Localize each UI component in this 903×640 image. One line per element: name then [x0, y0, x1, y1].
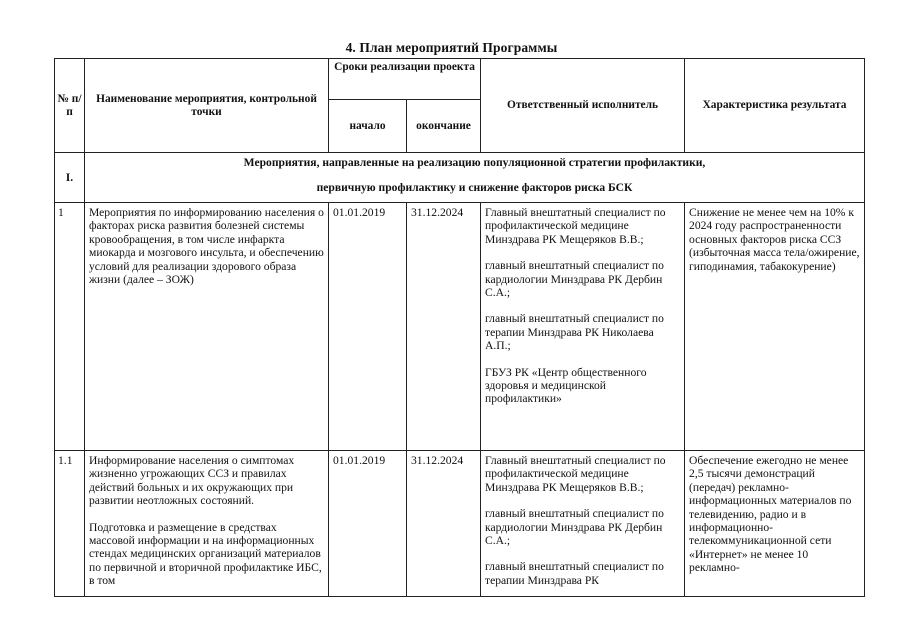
row-result: Обеспечение ежегодно не менее 2,5 тысячи демонстраций (передач) рекламно-информационных материалов по телевидению, радио и в информационно-телекоммуникационной сети «Интернет» не менее 10 рекламно-: [685, 451, 865, 597]
section-line-1: Мероприятия, направленные на реализацию популяционной стратегии профилактики,: [243, 156, 706, 169]
section-num: I.: [55, 153, 85, 203]
section-title: [85, 153, 865, 203]
section-line-2: первичную профилактику и снижение факторов риска БСК: [316, 181, 633, 195]
row-name: Мероприятия по информированию населения о факторах риска развития болезней системы кровообращения, в том числе инфаркта миокарда и мозгового инсульта, и обеспечению условий для реализации здорового образа жизни (далее – ЗОЖ): [85, 203, 329, 451]
header-executor: Ответственный исполнитель: [481, 59, 685, 153]
header-end: окончание: [407, 100, 481, 153]
executor-item: главный внештатный специалист по терапии Минздрава РК: [485, 560, 664, 587]
header-terms: Сроки реализации проекта: [329, 59, 481, 100]
page-title: 4. План мероприятий Программы: [345, 40, 558, 55]
row-start: 01.01.2019: [329, 451, 407, 597]
row-end: 31.12.2024: [407, 451, 481, 597]
row-executor: [481, 451, 685, 597]
row-num: 1: [55, 203, 85, 451]
row-name: [85, 451, 329, 597]
row-start: 01.01.2019: [329, 203, 407, 451]
executor-item: ГБУЗ РК «Центр общественного здоровья и медицинской профилактики»: [485, 365, 647, 406]
header-result: Характеристика результата: [685, 59, 865, 153]
table-row: [55, 203, 865, 451]
plan-table: [54, 58, 865, 597]
row-result: Снижение не менее чем на 10% к 2024 году распространенности основных факторов риска ССЗ (избыточная масса тела/ожирение, гиподинамия, табакокурение): [685, 203, 865, 451]
header-row: [55, 59, 865, 100]
header-start: начало: [329, 100, 407, 153]
executor-item: главный внештатный специалист по терапии Минздрава РК Николаева А.П.;: [485, 312, 664, 353]
header-name: Наименование мероприятия, контрольной точки: [85, 59, 329, 153]
name-paragraph: Подготовка и размещение в средствах массовой информации и на информационных стендах медицинских организаций материалов по первичной и вторичной профилактике ИБС, в том: [89, 520, 322, 588]
executor-item: главный внештатный специалист по кардиологии Минздрава РК Дербин С.А.;: [485, 507, 664, 548]
row-end: 31.12.2024: [407, 203, 481, 451]
header-num: № п/п: [55, 59, 85, 153]
row-num: 1.1: [55, 451, 85, 597]
executor-item: Главный внештатный специалист по профилактической медицине Минздрава РК Мещеряков В.В.;: [485, 454, 666, 494]
executor-item: Главный внештатный специалист по профилактической медицине Минздрава РК Мещеряков В.В.;: [485, 206, 666, 246]
table-row: [55, 451, 865, 597]
executor-item: главный внештатный специалист по кардиологии Минздрава РК Дербин С.А.;: [485, 259, 664, 300]
row-executor: [481, 203, 685, 451]
section-row: [55, 153, 865, 203]
name-paragraph: Информирование населения о симптомах жизненно угрожающих ССЗ и правилах действий больных и их окружающих при развитии неотложных состояний.: [89, 454, 295, 508]
